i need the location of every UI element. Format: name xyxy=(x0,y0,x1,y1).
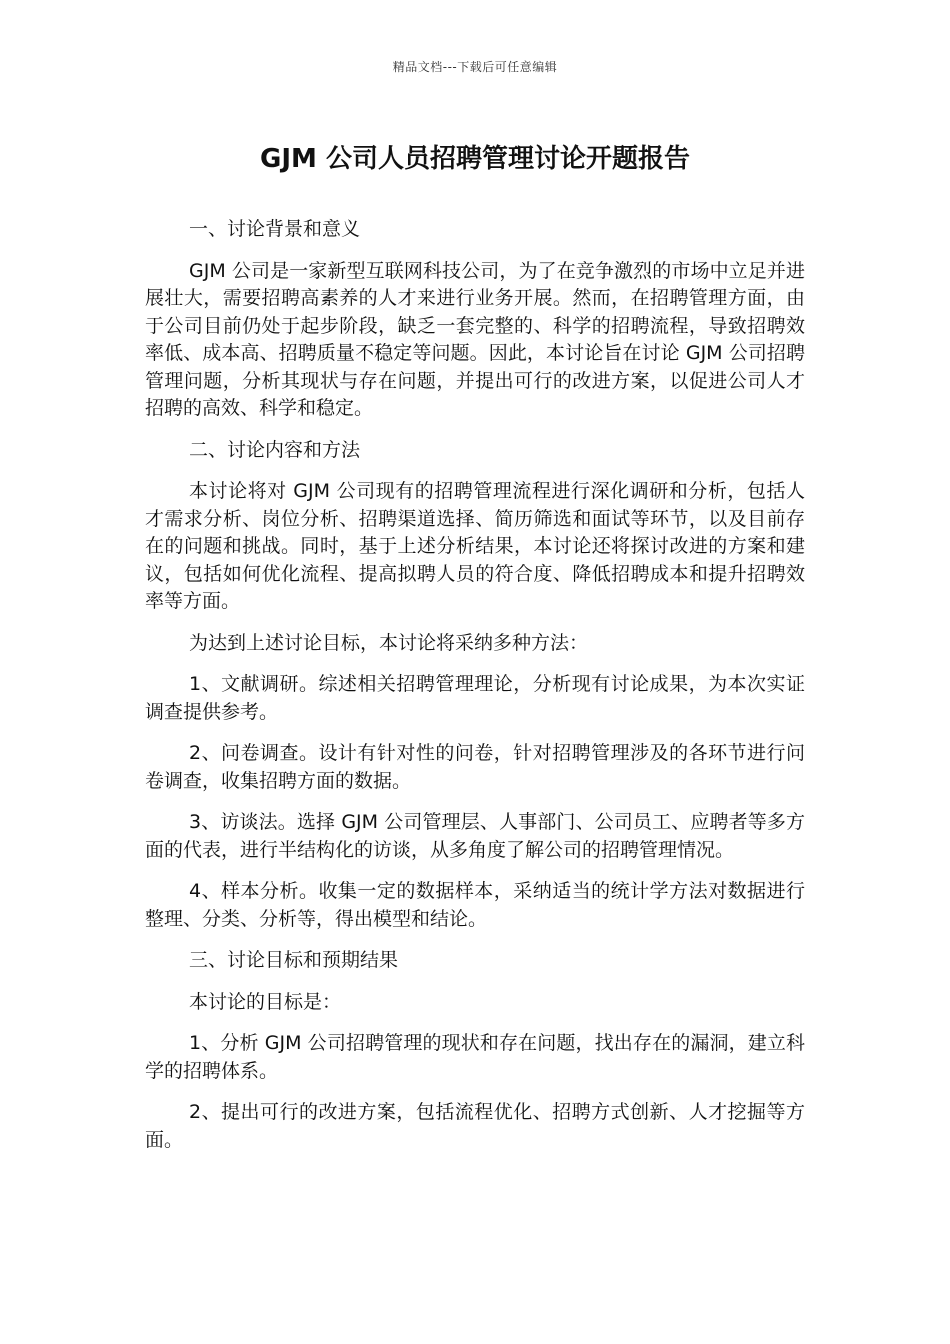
paragraph-background: GJM 公司是一家新型互联网科技公司，为了在竞争激烈的市场中立足并进展壮大，需要招聘高素养的人才来进行业务开展。然而，在招聘管理方面，由于公司目前仍处于起步阶段，缺乏一套完整的、科学的招聘流程，导致招聘效率低、成本高、招聘质量不稳定等问题。因此，本讨论旨在讨论 GJM 公司招聘管理问题，分析其现状与存在问题，并提出可行的改进方案，以促进公司人才招聘的高效、科学和稳定。 xyxy=(145,259,805,419)
document-body xyxy=(145,216,805,1168)
method-item-literature: 1、文献调研。综述相关招聘管理理论，分析现有讨论成果，为本次实证调查提供参考。 xyxy=(145,673,805,723)
method-item-interview: 3、访谈法。选择 GJM 公司管理层、人事部门、公司员工、应聘者等多方面的代表，进行半结构化的访谈，从多角度了解公司的招聘管理情况。 xyxy=(145,811,805,861)
paragraph-goals-intro: 本讨论的目标是： xyxy=(189,990,342,1013)
section-heading-goals: 三、讨论目标和预期结果 xyxy=(189,949,399,971)
paragraph-methods-intro: 为达到上述讨论目标，本讨论将采纳多种方法： xyxy=(189,631,589,654)
document-title: GJM 公司人员招聘管理讨论开题报告 xyxy=(260,144,690,174)
goal-item-analysis: 1、分析 GJM 公司招聘管理的现状和存在问题，找出存在的漏洞，建立科学的招聘体系。 xyxy=(145,1032,805,1082)
section-heading-content-method: 二、讨论内容和方法 xyxy=(189,438,361,461)
method-item-questionnaire: 2、问卷调查。设计有针对性的问卷，针对招聘管理涉及的各环节进行问卷调查，收集招聘方面的数据。 xyxy=(145,742,805,792)
section-heading-background: 一、讨论背景和意义 xyxy=(189,218,361,240)
goal-item-improvement: 2、提出可行的改进方案，包括流程优化、招聘方式创新、人才挖掘等方面。 xyxy=(145,1101,805,1151)
method-item-sample-analysis: 4、样本分析。收集一定的数据样本，采纳适当的统计学方法对数据进行整理、分类、分析等，得出模型和结论。 xyxy=(145,880,805,930)
header-note: 精品文档---下载后可任意编辑 xyxy=(392,60,558,74)
paragraph-content: 本讨论将对 GJM 公司现有的招聘管理流程进行深化调研和分析，包括人才需求分析、岗位分析、招聘渠道选择、简历筛选和面试等环节，以及目前存在的问题和挑战。同时，基于上述分析结果，本讨论还将探讨改进的方案和建议，包括如何优化流程、提高拟聘人员的符合度、降低招聘成本和提升招聘效率等方面。 xyxy=(145,480,805,612)
